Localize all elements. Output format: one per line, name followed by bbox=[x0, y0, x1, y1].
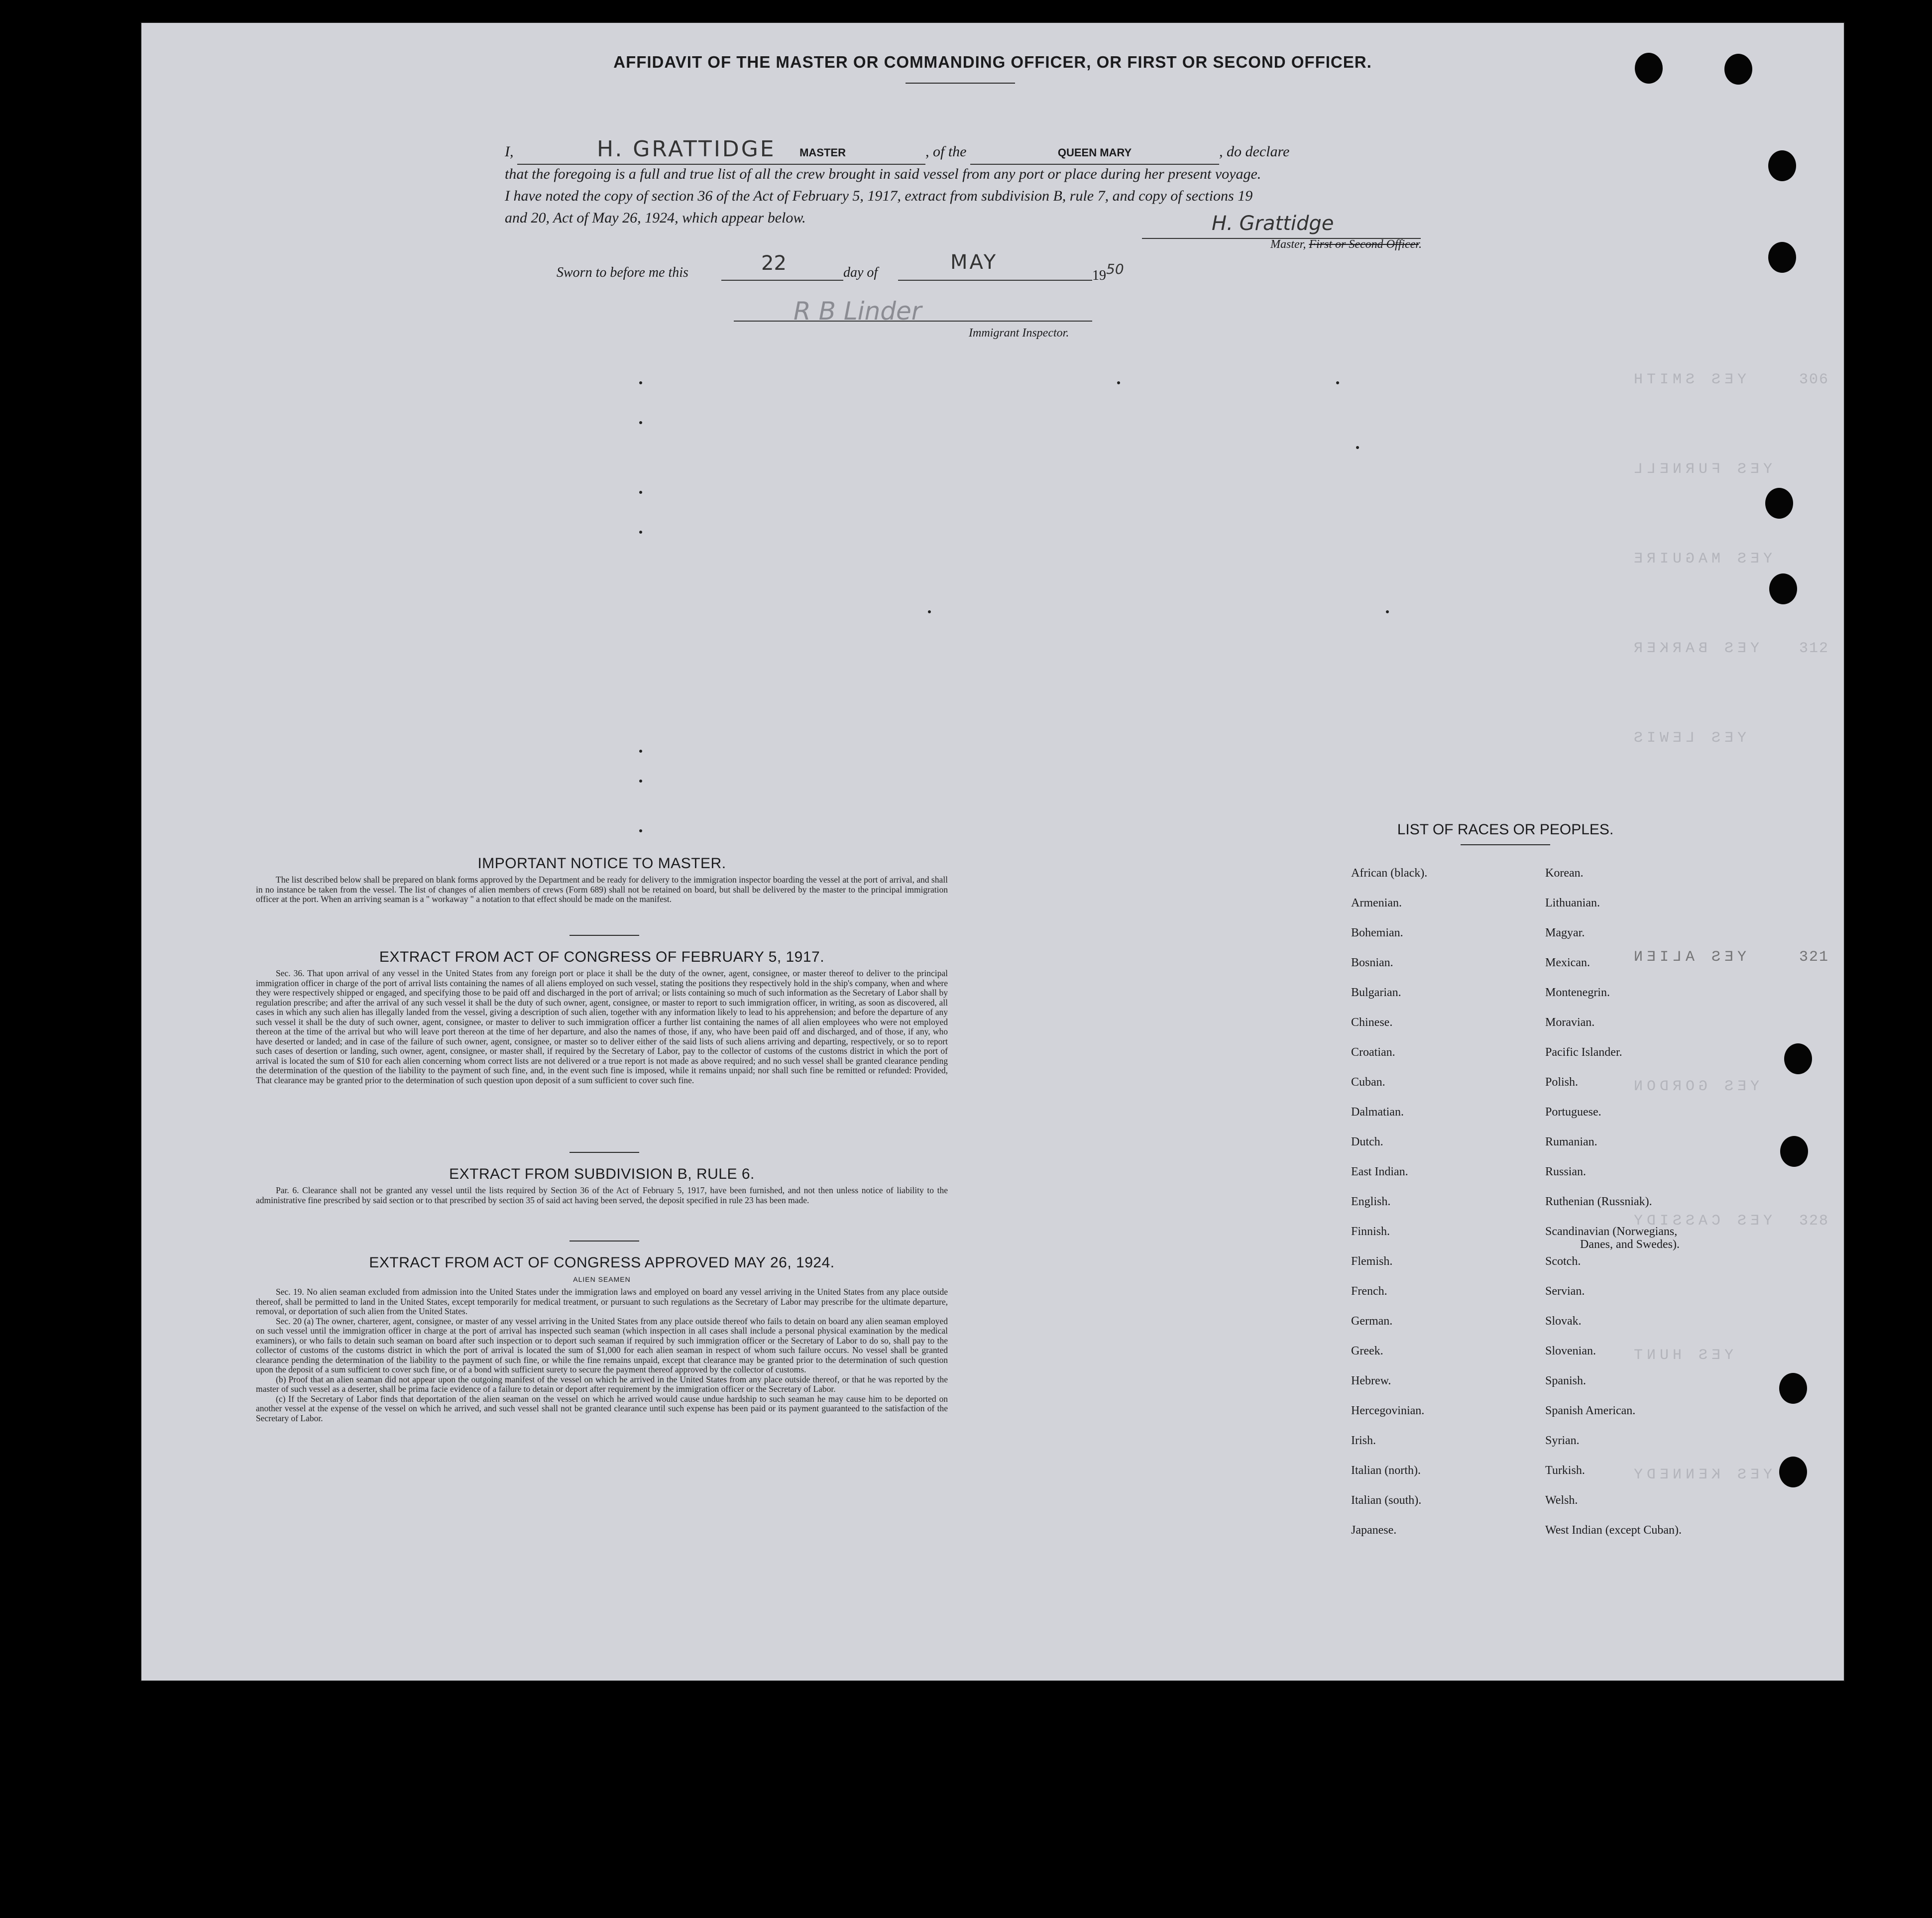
stray-mark bbox=[1356, 446, 1359, 449]
race-left-item: Cuban. bbox=[1351, 1076, 1385, 1089]
race-left-item: Irish. bbox=[1351, 1434, 1376, 1447]
section-divider bbox=[569, 935, 639, 936]
pronoun: I, bbox=[505, 143, 514, 160]
stray-mark bbox=[639, 780, 642, 783]
race-right-item: Turkish. bbox=[1545, 1464, 1585, 1477]
race-left-item: Hercegovinian. bbox=[1351, 1404, 1425, 1417]
stray-mark bbox=[1386, 610, 1389, 613]
bleed-through-text: YES BARKER bbox=[1630, 640, 1760, 657]
bleed-through-text: YES KENNEDY bbox=[1630, 1467, 1773, 1483]
bleed-through-text: YES CASSIDY bbox=[1630, 1213, 1773, 1230]
bleed-through-text: YES FURNELL bbox=[1630, 461, 1773, 478]
race-left-item: Flemish. bbox=[1351, 1255, 1393, 1268]
sworn-day: 22 bbox=[761, 252, 787, 275]
race-left-item: Italian (south). bbox=[1351, 1494, 1422, 1507]
race-right-item: West Indian (except Cuban). bbox=[1545, 1524, 1682, 1537]
of-the-text: , of the bbox=[925, 143, 967, 160]
bleed-through-text: YES SMITH bbox=[1630, 371, 1747, 388]
race-right-item: Portuguese. bbox=[1545, 1106, 1601, 1119]
stray-mark bbox=[928, 610, 931, 613]
subdivision-b-text: Par. 6. Clearance shall not be granted any vessel until the lists required by Section 36 of the Act of February 5, 1917, have been furnished, and not then unless notice of liability to the administrative fine prescribed by said section or to that prescribed by section 35 of said act having been served, the deposit specified in rule 23 has been made. bbox=[256, 1185, 948, 1205]
race-left-item: African (black). bbox=[1351, 867, 1428, 880]
vessel-name: QUEEN MARY bbox=[1057, 146, 1132, 159]
race-left-item: Chinese. bbox=[1351, 1016, 1393, 1029]
race-right-item: Syrian. bbox=[1545, 1434, 1580, 1447]
race-left-item: Finnish. bbox=[1351, 1225, 1390, 1238]
bleed-through-text: YES LEWIS bbox=[1630, 730, 1747, 747]
race-right-item: Mexican. bbox=[1545, 956, 1590, 969]
race-left-item: Japanese. bbox=[1351, 1524, 1397, 1537]
punch-hole bbox=[1768, 150, 1796, 181]
stray-mark bbox=[639, 381, 642, 384]
race-left-item: Bulgarian. bbox=[1351, 986, 1401, 999]
stray-mark bbox=[1117, 381, 1120, 384]
extract-1924-text bbox=[256, 1287, 948, 1423]
sec-19: Sec. 19. No alien seaman excluded from admission into the United States under the immigration laws and employed on board any vessel arriving in the United States from any place outside thereof, shall be permitted to land in the United States, except temporarily for medical treatment, or pursuant to such regulations as the Secretary of Labor may prescribe for the ultimate departure, removal, or deportation of such alien from the United States. bbox=[256, 1287, 948, 1316]
notice-title: IMPORTANT NOTICE TO MASTER. bbox=[477, 855, 726, 872]
stray-mark bbox=[639, 750, 642, 753]
master-rank: MASTER bbox=[799, 146, 846, 159]
bleed-through-text: 321 bbox=[1799, 949, 1829, 966]
race-left-item: Croatian. bbox=[1351, 1046, 1395, 1059]
day-of-text: day of bbox=[843, 265, 878, 280]
race-left-item: Armenian. bbox=[1351, 897, 1402, 909]
sworn-month-line bbox=[898, 280, 1092, 281]
race-left-item: German. bbox=[1351, 1315, 1393, 1328]
master-name: H. GRATTIDGE bbox=[597, 136, 776, 162]
race-right-item: Slovenian. bbox=[1545, 1345, 1596, 1357]
sworn-day-line bbox=[721, 280, 843, 281]
race-right-item: Magyar. bbox=[1545, 926, 1585, 939]
affidavit-title: AFFIDAVIT OF THE MASTER OR COMMANDING OFFICER, OR FIRST OR SECOND OFFICER. bbox=[613, 53, 1372, 71]
punch-hole bbox=[1769, 573, 1797, 604]
race-left-item: Italian (north). bbox=[1351, 1464, 1421, 1477]
inspector-signature-line bbox=[734, 321, 1092, 322]
stray-mark bbox=[639, 421, 642, 424]
declaration-line-2: that the foregoing is a full and true list of all the crew brought in said vessel from any port or place during her present voyage. bbox=[505, 166, 1261, 182]
race-right-item: Spanish. bbox=[1545, 1374, 1587, 1387]
race-right-item: Russian. bbox=[1545, 1165, 1587, 1178]
stray-mark bbox=[639, 491, 642, 494]
punch-hole bbox=[1784, 1043, 1812, 1074]
declaration-line-1 bbox=[505, 138, 1600, 165]
sec-20b: (b) Proof that an alien seaman did not appear upon the outgoing manifest of the vessel on which he arrived in the United States from any place outside thereof, or that he was reported by the master of such vessel as a deserter, shall be prima facie evidence of a failure to detain or deport after requirement by the immigration officer or the Secretary of Labor. bbox=[256, 1374, 948, 1394]
punch-hole bbox=[1780, 1136, 1808, 1167]
race-right-item: Welsh. bbox=[1545, 1494, 1578, 1507]
race-right-item: Lithuanian. bbox=[1545, 897, 1600, 909]
race-right-item: Polish. bbox=[1545, 1076, 1579, 1089]
extract-1917-title: EXTRACT FROM ACT OF CONGRESS OF FEBRUARY 5, 1917. bbox=[379, 949, 825, 965]
stray-mark bbox=[1336, 381, 1339, 384]
master-name-field bbox=[517, 138, 925, 165]
stray-mark bbox=[639, 531, 642, 534]
race-left-item: Bohemian. bbox=[1351, 926, 1403, 939]
punch-hole bbox=[1779, 1457, 1807, 1487]
signer-role-label: Master, First or Second Officer. bbox=[1270, 238, 1422, 251]
race-left-item: East Indian. bbox=[1351, 1165, 1408, 1178]
section-divider bbox=[569, 1152, 639, 1153]
struck-role: First or Second Officer bbox=[1309, 238, 1419, 251]
race-right-item: Scotch. bbox=[1545, 1255, 1581, 1268]
notice-text: The list described below shall be prepared on blank forms approved by the Department and be ready for delivery to the immigration inspector boarding the vessel at the port of arrival, and shall in no instance be taken from the vessel. The list of changes of alien members of crews (Form 689) shall not be retained on board, but shall be delivered by the master to the principal immigration officer at the port. When an arriving seaman is a " workaway " a notation to that effect should be made on the manifest. bbox=[256, 875, 948, 904]
master-signature: H. Grattidge bbox=[1212, 212, 1334, 235]
manifest-page bbox=[141, 23, 1844, 1681]
sworn-month: MAY bbox=[950, 251, 998, 274]
race-left-item: English. bbox=[1351, 1195, 1391, 1208]
bleed-through-text: YES MAGUIRE bbox=[1630, 551, 1773, 567]
vessel-name-field bbox=[970, 141, 1219, 165]
bleed-through-text: 312 bbox=[1799, 640, 1829, 657]
race-right-item: Spanish American. bbox=[1545, 1404, 1636, 1417]
title-divider bbox=[906, 83, 1015, 84]
race-left-item: Dalmatian. bbox=[1351, 1106, 1404, 1119]
races-title-divider bbox=[1461, 844, 1550, 845]
inspector-signature: R B Linder bbox=[794, 297, 922, 326]
race-right-item: Pacific Islander. bbox=[1545, 1046, 1622, 1059]
race-right-item: Montenegrin. bbox=[1545, 986, 1610, 999]
bleed-through-text: 306 bbox=[1799, 371, 1829, 388]
race-right-item: Moravian. bbox=[1545, 1016, 1595, 1029]
race-right-item: Korean. bbox=[1545, 867, 1584, 880]
alien-seamen-subhead: ALIEN SEAMEN bbox=[573, 1275, 631, 1283]
race-left-item: Hebrew. bbox=[1351, 1374, 1391, 1387]
stray-mark bbox=[639, 829, 642, 832]
sec-20a: Sec. 20 (a) The owner, charterer, agent, consignee, or master of any vessel arriving in the United States from any place outside thereof who fails to detain on board any alien seaman employed on such vessel until the immigration officer in charge at the port of arrival has inspected such seaman (which inspection in all cases shall include a personal physical examination by the medical examiners), or who fails to detain such seaman on board after such inspection or to deport such seaman if required by such immigration officer or the Secretary of Labor to do so, shall pay to the collector of customs of the customs district in which the port of arrival is located the sum of $1,000 for each alien seaman in respect of whom such failure occurs. No vessel shall be granted clearance pending the determination of the liability to the payment of such fine, or while the fine remains unpaid, except that clearance may be granted prior to the determination of such question upon the deposit of a sum sufficient to cover such fine, or of a bond with sufficient surety to secure the payment thereof approved by the collector of customs. bbox=[256, 1316, 948, 1374]
punch-hole bbox=[1779, 1373, 1807, 1404]
race-right-item: Scandinavian (Norwegians, bbox=[1545, 1225, 1678, 1238]
race-right-item: Slovak. bbox=[1545, 1315, 1582, 1328]
bleed-through-text: YES HUNT bbox=[1630, 1347, 1734, 1364]
race-right-item: Servian. bbox=[1545, 1285, 1585, 1298]
race-right-item: Rumanian. bbox=[1545, 1135, 1597, 1148]
race-left-item: Greek. bbox=[1351, 1345, 1383, 1357]
inspector-label: Immigrant Inspector. bbox=[969, 327, 1069, 339]
declaration-line-3: I have noted the copy of section 36 of the Act of February 5, 1917, extract from subdivision B, rule 7, and copy of sections 19 bbox=[505, 188, 1253, 204]
sworn-prefix: Sworn to before me this bbox=[557, 265, 688, 280]
race-left-item: French. bbox=[1351, 1285, 1387, 1298]
race-left-item: Bosnian. bbox=[1351, 956, 1393, 969]
race-right-item: Ruthenian (Russniak). bbox=[1545, 1195, 1652, 1208]
race-left-item: Dutch. bbox=[1351, 1135, 1383, 1148]
extract-1917-text: Sec. 36. That upon arrival of any vessel in the United States from any foreign port or place it shall be the duty of the owner, agent, consignee, or master thereof to deliver to the principal immigration officer in charge of the port of arrival lists containing the names of all aliens employed on such vessel, stating the positions they respectively hold in the ship's company, when and where they were respectively shipped or engaged, and specifying those to be paid off and discharged in the port of arrival; or lists containing so much of such information as the Secretary of Labor shall by regulation prescribe; and after the arrival of any such vessel it shall be the duty of such owner, agent, consignee, or master to report to such immigration officer, in writing, as soon as discovered, all cases in which any such alien has illegally landed from the vessel, giving a description of such alien, together with any information likely to lead to his apprehension; and before the departure of any such vessel it shall be the duty of such owner, agent, consignee, or master to deliver to such immigration officer a further list containing the names of all alien employees who were not employed thereon at the time of the arrival but who will leave port thereon at the time of her departure, and also the names of those, if any, who have been paid off and discharged, and of those, if any, who have deserted or landed; and in case of the failure of such owner, agent, consignee, or master so to deliver either of the said lists of such aliens arriving and departing, respectively, or so to report such cases of desertion or landing, such owner, agent, consignee, or master shall, if required by the Secretary of Labor, pay to the collector of customs of the customs district in which the port of arrival is located the sum of $10 for each alien concerning whom correct lists are not delivered or a true report is not made as above required; and no such vessel shall be granted clearance pending the determination of the question of the liability to the payment of such fine, and, in the event such fine is imposed, while it remains unpaid; nor shall such fine be remitted or refunded: Provided, That clearance may be granted prior to the determination of such question upon deposit of a sum sufficient to cover such fine. bbox=[256, 968, 948, 1085]
extract-1924-title: EXTRACT FROM ACT OF CONGRESS APPROVED MAY 26, 1924. bbox=[369, 1254, 835, 1271]
bleed-through-text: YES ALIEN bbox=[1630, 949, 1747, 966]
punch-hole bbox=[1768, 242, 1796, 273]
bleed-through-text: 328 bbox=[1799, 1213, 1829, 1230]
races-title: LIST OF RACES OR PEOPLES. bbox=[1397, 821, 1614, 838]
do-declare-text: , do declare bbox=[1219, 143, 1290, 160]
sworn-year: 1950 bbox=[1092, 261, 1124, 283]
race-right-item: Danes, and Swedes). bbox=[1580, 1238, 1680, 1251]
declaration-line-4: and 20, Act of May 26, 1924, which appear below. bbox=[505, 210, 806, 226]
bleed-through-text: YES GORDON bbox=[1630, 1078, 1760, 1095]
subdivision-b-title: EXTRACT FROM SUBDIVISION B, RULE 6. bbox=[449, 1166, 755, 1182]
sec-20c: (c) If the Secretary of Labor finds that deportation of the alien seaman on the vessel on which he arrived would cause undue hardship to such seaman he may cause him to be deported on another vessel at the expense of the vessel on which he arrived, and such vessel shall not be granted clearance until such expense has been paid or its payment guaranteed to the satisfaction of the Secretary of Labor. bbox=[256, 1393, 948, 1423]
punch-hole bbox=[1765, 488, 1793, 519]
